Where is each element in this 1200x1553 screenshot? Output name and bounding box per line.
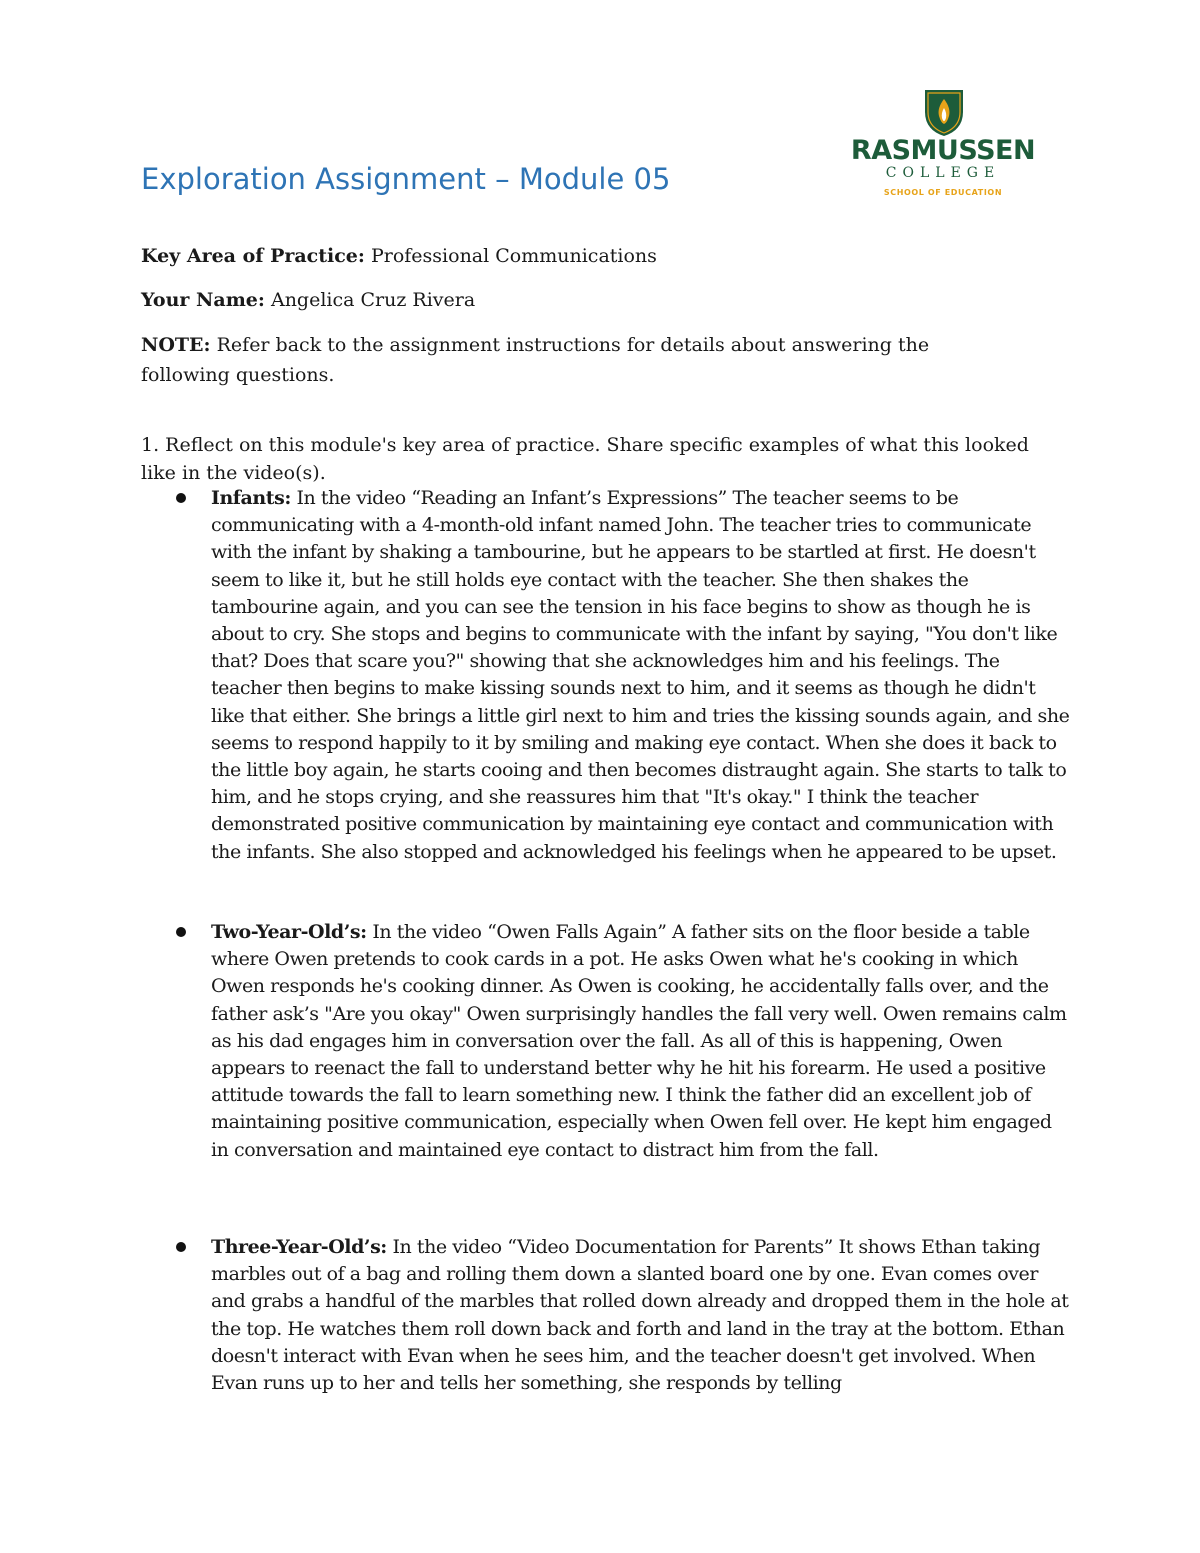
- flame-shield-icon: [848, 86, 1038, 138]
- practice-field: [141, 241, 657, 271]
- name-value: Angelica Cruz Rivera: [270, 289, 476, 311]
- note-label: NOTE:: [141, 334, 211, 356]
- bullet-label: Infants:: [211, 487, 291, 509]
- bullet-dot: [176, 927, 186, 937]
- bullet-label: Three-Year-Old’s:: [211, 1236, 387, 1258]
- practice-label: Key Area of Practice:: [141, 245, 365, 267]
- logo-college-text: COLLEGE: [885, 165, 1001, 181]
- answer-infants: [211, 485, 1071, 866]
- note-paragraph: [141, 330, 1021, 390]
- page-title: Exploration Assignment – Module 05: [141, 162, 671, 196]
- bullet-text: In the video “Video Documentation for Parents” It shows Ethan taking marbles out of a bag and rolling them down a slanted board one by one. Evan comes over and grabs a handful of the marbles that rolled down already and dropped them in the hole at the top. He watches them roll down back and forth and land in the tray at the bottom. Ethan doesn't interact with Evan when he sees him, and the teacher doesn't get involved. When Evan runs up to her and tells her something, she responds by telling: [211, 1236, 1069, 1395]
- name-label: Your Name:: [141, 289, 265, 311]
- logo-wordmark: RASMUSSEN: [850, 135, 1036, 166]
- name-field: [141, 285, 475, 315]
- bullet-label: Two-Year-Old’s:: [211, 921, 367, 943]
- bullet-text: In the video “Owen Falls Again” A father sits on the floor beside a table where Owen pretends to cook cards in a pot. He asks Owen what he's cooking in which Owen responds he's cooking dinner. As Owen is cooking, he accidentally falls over, and the father ask’s "Are you okay" Owen surprisingly handles the fall very well. Owen remains calm as his dad engages him in conversation over the fall. As all of this is happening, Owen appears to reenact the fall to understand better why he hit his forearm. He used a positive attitude towards the fall to learn something new. I think the father did an excellent job of maintaining positive communication, especially when Owen fell over. He kept him engaged in conversation and maintained eye contact to distract him from the fall.: [211, 921, 1067, 1161]
- practice-value: Professional Communications: [370, 245, 657, 267]
- note-text: Refer back to the assignment instructions for details about answering the following questions.: [141, 334, 930, 386]
- bullet-dot: [176, 493, 186, 503]
- rasmussen-logo: [848, 86, 1038, 202]
- answer-three-year-olds: [211, 1234, 1071, 1397]
- logo-school-text: SCHOOL OF EDUCATION: [883, 188, 1003, 197]
- bullet-dot: [176, 1242, 186, 1252]
- bullet-text: In the video “Reading an Infant’s Expressions” The teacher seems to be communicating with a 4-month-old infant named John. The teacher tries to communicate with the infant by shaking a tambourine, but he appears to be startled at first. He doesn't seem to like it, but he still holds eye contact with the teacher. She then shakes the tambourine again, and you can see the tension in his face begins to show as though he is about to cry. She stops and begins to communicate with the infant by saying, "You don't like that? Does that scare you?" showing that she acknowledges him and his feelings. The teacher then begins to make kissing sounds next to him, and it seems as though he didn't like that either. She brings a little girl next to him and tries the kissing sounds again, and she seems to respond happily to it by smiling and making eye contact. When she does it back to the little boy again, he starts cooing and then becomes distraught again. She starts to talk to him, and he stops crying, and she reassures him that "It's okay." I think the teacher demonstrated positive communication by maintaining eye contact and communication with the infants. She also stopped and acknowledged his feelings when he appeared to be upset.: [211, 487, 1070, 863]
- answer-two-year-olds: [211, 919, 1071, 1164]
- question-1: 1. Reflect on this module's key area of practice. Share specific examples of what this looked like in the video(s).: [141, 434, 1029, 484]
